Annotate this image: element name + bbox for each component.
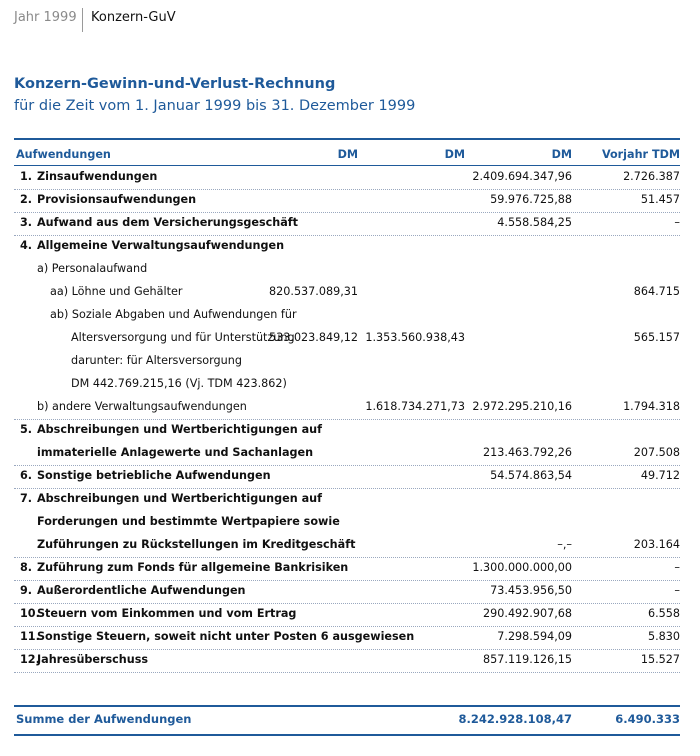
row-label: Zinsaufwendungen — [37, 170, 158, 183]
row-value-prior-year: 15.527 — [640, 653, 680, 666]
row-value-dm-3: 4.558.584,25 — [497, 216, 572, 229]
row-number: 5. — [20, 423, 33, 436]
row-divider — [14, 603, 680, 604]
row-value-prior-year: 49.712 — [640, 469, 680, 482]
row-number: 8. — [20, 561, 33, 574]
row-label: b) andere Verwaltungsaufwendungen — [37, 400, 247, 413]
row-number: 1. — [20, 170, 33, 183]
total-label: Summe der Aufwendungen — [16, 712, 192, 726]
row-label: Forderungen und bestimmte Wertpapiere sowie — [37, 515, 340, 528]
row-label: Steuern vom Einkommen und vom Ertrag — [37, 607, 297, 620]
row-number: 6. — [20, 469, 33, 482]
row-value-prior-year: 51.457 — [640, 193, 680, 206]
row-value-dm-3: –,– — [557, 538, 572, 551]
row-number: 12. — [20, 653, 40, 666]
row-label: a) Personalaufwand — [37, 262, 148, 275]
row-label: Sonstige betriebliche Aufwendungen — [37, 469, 271, 482]
row-value-dm-3: 290.492.907,68 — [483, 607, 572, 620]
row-value-prior-year: 2.726.387 — [623, 170, 680, 183]
row-label: Allgemeine Verwaltungsaufwendungen — [37, 239, 285, 252]
column-header-label: Aufwendungen — [16, 148, 111, 161]
row-value-dm-3: 2.972.295.210,16 — [472, 400, 572, 413]
row-value-dm-3: 73.453.956,50 — [490, 584, 572, 597]
row-number: 11. — [20, 630, 40, 643]
header-section: Konzern-GuV — [91, 10, 176, 25]
row-value-dm-3: 1.300.000.000,00 — [472, 561, 572, 574]
row-label: immaterielle Anlagewerte und Sachanlagen — [37, 446, 314, 459]
row-divider — [14, 672, 680, 673]
row-value-prior-year: 5.830 — [647, 630, 680, 643]
row-value-dm-3: 857.119.126,15 — [483, 653, 572, 666]
row-number: 2. — [20, 193, 33, 206]
row-label: darunter: für Altersversorgung — [71, 354, 242, 367]
row-label: Zuführungen zu Rückstellungen im Kreditgeschäft — [37, 538, 356, 551]
row-number: 10. — [20, 607, 40, 620]
row-divider — [14, 189, 680, 190]
table-top-rule — [14, 138, 680, 140]
row-number: 4. — [20, 239, 33, 252]
column-header-dm-1: DM — [337, 148, 358, 161]
row-value-dm-3: 7.298.594,09 — [497, 630, 572, 643]
total-value: 8.242.928.108,47 — [458, 712, 572, 726]
row-value-prior-year: 864.715 — [633, 285, 680, 298]
row-value-prior-year: 1.794.318 — [623, 400, 680, 413]
column-header-dm-3: DM — [551, 148, 572, 161]
total-top-rule — [14, 705, 680, 707]
page-subtitle: für die Zeit vom 1. Januar 1999 bis 31. Dezember 1999 — [14, 98, 416, 114]
row-label: aa) Löhne und Gehälter — [50, 285, 183, 298]
row-divider — [14, 212, 680, 213]
row-value-prior-year: 203.164 — [633, 538, 680, 551]
row-label: Außerordentliche Aufwendungen — [37, 584, 246, 597]
row-value-prior-year: – — [674, 584, 680, 597]
row-label: DM 442.769.215,16 (Vj. TDM 423.862) — [71, 377, 287, 390]
row-value-dm-3: 213.463.792,26 — [483, 446, 572, 459]
page-title: Konzern-Gewinn-und-Verlust-Rechnung — [14, 76, 336, 92]
row-label: Abschreibungen und Wertberichtigungen auf — [37, 423, 322, 436]
row-label: Abschreibungen und Wertberichtigungen auf — [37, 492, 322, 505]
row-label: Jahresüberschuss — [37, 653, 149, 666]
row-value-prior-year: – — [674, 561, 680, 574]
row-value-dm-1: 820.537.089,31 — [269, 285, 358, 298]
row-label: Sonstige Steuern, soweit nicht unter Posten 6 ausgewiesen — [37, 630, 415, 643]
row-label: ab) Soziale Abgaben und Aufwendungen für — [50, 308, 297, 321]
header-divider — [82, 8, 83, 32]
row-divider — [14, 419, 680, 420]
row-value-dm-3: 59.976.725,88 — [490, 193, 572, 206]
row-value-dm-1: 533.023.849,12 — [269, 331, 358, 344]
column-header-dm-2: DM — [444, 148, 465, 161]
header-underline — [14, 165, 680, 166]
row-number: 3. — [20, 216, 33, 229]
total-prior-year: 6.490.333 — [615, 712, 680, 726]
row-divider — [14, 649, 680, 650]
row-value-prior-year: 565.157 — [633, 331, 680, 344]
row-number: 7. — [20, 492, 33, 505]
row-label: Zuführung zum Fonds für allgemeine Bankrisiken — [37, 561, 349, 574]
row-value-dm-2: 1.353.560.938,43 — [365, 331, 465, 344]
header-year: Jahr 1999 — [14, 10, 77, 25]
row-value-prior-year: 207.508 — [633, 446, 680, 459]
row-label: Altersversorgung und für Unterstützung — [71, 331, 295, 344]
row-divider — [14, 235, 680, 236]
row-value-dm-3: 2.409.694.347,96 — [472, 170, 572, 183]
row-value-prior-year: 6.558 — [647, 607, 680, 620]
row-divider — [14, 557, 680, 558]
row-value-prior-year: – — [674, 216, 680, 229]
row-divider — [14, 465, 680, 466]
row-number: 9. — [20, 584, 33, 597]
row-divider — [14, 488, 680, 489]
column-header-prior-year: Vorjahr TDM — [601, 148, 680, 161]
row-divider — [14, 580, 680, 581]
row-value-dm-2: 1.618.734.271,73 — [365, 400, 465, 413]
row-divider — [14, 626, 680, 627]
row-label: Aufwand aus dem Versicherungsgeschäft — [37, 216, 299, 229]
total-bottom-rule — [14, 734, 680, 736]
row-label: Provisionsaufwendungen — [37, 193, 197, 206]
row-value-dm-3: 54.574.863,54 — [490, 469, 572, 482]
